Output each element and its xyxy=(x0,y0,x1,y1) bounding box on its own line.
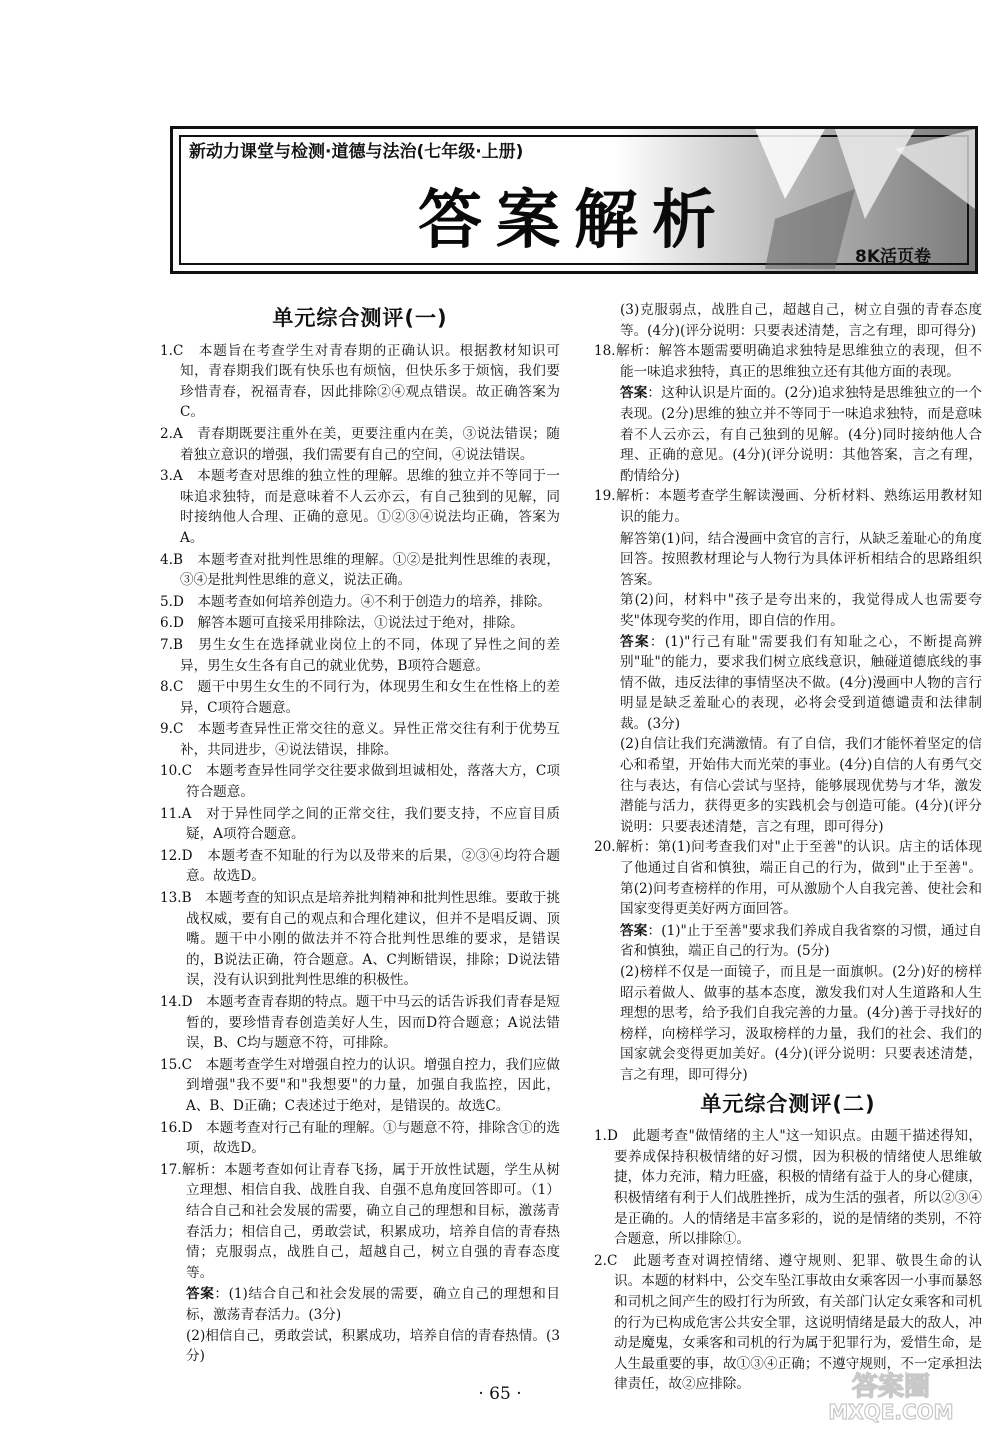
answer-17-part-1 xyxy=(160,1284,560,1325)
answer-item-13: 13.B 本题考查的知识点是培养批判精神和批判性思维。要敢于挑战权威，要有自己的观点和合理化建议，但并不是唱反调、顶嘴。题干中小刚的做法并不符合批判性思维的要求，是错误的，B说法正确，符合题意。A、C判断错误，排除；D说法错误，没有认识到批判性思维的积极性。 xyxy=(160,890,560,989)
svg-text:答案圈: 答案圈 xyxy=(851,1372,931,1402)
answer-19-analysis-2: 第(2)问，材料中"孩子是夸出来的，我觉得成人也需要夸奖"体现夸奖的作用，即自信的作用。 xyxy=(620,592,982,629)
answer-text: ：(1)结合自己和社会发展的需要，确立自己的理想和目标，激荡青春活力。(3分) xyxy=(186,1286,561,1323)
answer-item-18: 18.解析：解答本题需要明确追求独特是思维独立的表现，但不能一味追求独特，真正的思维独立还有其他方面的表现。 xyxy=(594,343,982,380)
answer-item-8: 8.C 题干中男生女生的不同行为，体现男生和女生在性格上的差异，C项符合题意。 xyxy=(160,679,560,716)
right-column xyxy=(594,300,982,1396)
answer-item-20: 20.解析：第(1)问考查我们对"止于至善"的认识。店主的话体现了他通过自省和慎独，端正自己的行为，做到"止于至善"。第(2)问考查榜样的作用，可从激励个人自我完善、使社会和国家变得更美好两方面回答。 xyxy=(594,839,982,918)
answer-19-analysis-1: 解答第(1)问，结合漫画中贪官的言行，从缺乏羞耻心的角度回答。按照教材理论与人物行为具体评析相结合的思路组织答案。 xyxy=(620,530,982,588)
answer-item-7: 7.B 男生女生在选择就业岗位上的不同，体现了异性之间的差异，男生女生各有自己的就业优势，B项符合题意。 xyxy=(160,636,560,674)
page-number: · 65 · xyxy=(478,1384,522,1404)
answer-item-14: 14.D 本题考查青春期的特点。题干中马云的话告诉我们青春是短暂的，要珍惜青春创造美好人生，因而D符合题意；A说法错误，B、C均与题意不符，可排除。 xyxy=(160,994,560,1052)
answer-item-4: 4.B 本题考查对批判性思维的理解。①②是批判性思维的表现，③④是批判性思维的意义，说法正确。 xyxy=(160,551,560,589)
answer-item-9: 9.C 本题考查异性正常交往的意义。异性正常交往有利于优势互补，共同进步，④说法错误，排除。 xyxy=(160,721,560,758)
unit2-answer-item-2: 2.C 此题考查对调控情绪、遵守规则、犯罪、敬畏生命的认识。本题的材料中，公交车坠江事故由女乘客因一小事而暴怒和司机之间产生的殴打行为所致，有关部门认定女乘客和司机的行为已构成危害公共安全罪，这说明情绪是最大的敌人，冲动是魔鬼，女乘客和司机的行为属于犯罪行为，爱惜生命，是人生最重要的事，故①③④正确；不遵守规则，不一定承担法律责任，故②应排除。 xyxy=(594,1252,982,1393)
answer-item-15: 15.C 本题考查学生对增强自控力的认识。增强自控力，我们应做到增强"我不要"和"我想要"的力量，加强自我监控，因此，A、B、D正确；C表述过于绝对，是错误的。故选C。 xyxy=(160,1056,560,1114)
page-title: 答案解析 xyxy=(418,184,730,258)
answer-label: 答案 xyxy=(620,385,648,402)
watermark-logo xyxy=(796,1365,986,1425)
answer-item-16: 16.D 本题考查对行己有耻的理解。①与题意不符，排除含①的选项，故选D。 xyxy=(160,1119,560,1157)
answer-20-answer-1 xyxy=(594,921,982,962)
answer-label: 答案 xyxy=(186,1286,215,1303)
answer-item-19: 19.解析：本题考查学生解读漫画、分析材料、熟练运用教材知识的能力。 xyxy=(594,488,982,525)
answer-item-3: 3.A 本题考查对思维的独立性的理解。思维的独立并不等同于一味追求独特，而是意味着不人云亦云，有自己独到的见解，同时接纳他人合理、正确的意见。①②③④说法均正确，答案为A。 xyxy=(160,468,560,546)
answer-text: ：(1)"行己有耻"需要我们有知耻之心，不断提高辨别"耻"的能力，要求我们树立底线意识，触碰道德底线的事情不做，违反法律的事情坚决不做。(4分)漫画中人物的言行明显是缺乏羞耻心的表现，必将会受到道德谴责和法律制裁。(3分) xyxy=(620,633,983,732)
answer-item-2: 2.A 青春期既要注重外在美，更要注重内在美，③说法错误；随着独立意识的增强，我们需要有自己的空间，④说法错误。 xyxy=(160,425,560,463)
answer-19-answer-1 xyxy=(594,632,982,735)
series-title: 新动力课堂与检测·道德与法治(七年级·上册) xyxy=(189,142,524,162)
svg-text:MXQE.COM: MXQE.COM xyxy=(828,1400,954,1424)
section-title-unit-1: 单元综合测评(一) xyxy=(272,306,448,330)
answer-text: ：这种认识是片面的。(2分)追求独特是思维独立的一个表现。(2分)思维的独立并不等同于一味追求独特，而是意味着不人云亦云，有自己独到的见解。(4分)同时接纳他人合理、正确的意见。(4分)(评分说明：其他答案，言之有理，酌情给分) xyxy=(620,385,983,484)
answer-item-12: 12.D 本题考查不知耻的行为以及带来的后果，②③④均符合题意。故选D。 xyxy=(160,847,560,885)
answer-item-10: 10.C 本题考查异性同学交往要求做到坦诚相处，落落大方，C项符合题意。 xyxy=(160,763,560,801)
answer-item-1: 1.C 本题旨在考查学生对青春期的正确认识。根据教材知识可知，青春期我们既有快乐也有烦恼，但快乐多于烦恼，我们要珍惜青春，祝福青春，因此排除②④观点错误。故正确答案为C。 xyxy=(160,342,560,421)
answer-label: 答案 xyxy=(620,633,650,650)
left-column xyxy=(160,300,560,1367)
answer-item-6: 6.D 解答本题可直接采用排除法，①说法过于绝对，排除。 xyxy=(160,615,524,632)
answer-item-5: 5.D 本题考查如何培养创造力。④不利于创造力的培养，排除。 xyxy=(160,593,551,610)
answer-20-answer-2: (2)榜样不仅是一面镜子，而且是一面旗帜。(2分)好的榜样昭示着做人、做事的基本态度，激发我们对人生道路和人生理想的思考，给予我们自我完善的力量。(4分)善于寻找好的榜样，向榜样学习，汲取榜样的力量，我们的社会、我们的国家就会变得更加美好。(4分)(评分说明：只要表述清楚，言之有理，即可得分) xyxy=(620,964,982,1083)
paper-format-badge: 8K活页卷 xyxy=(854,247,931,267)
answer-19-answer-2: (2)自信让我们充满激情。有了自信，我们才能怀着坚定的信心和希望，开始伟大而光荣的事业。(4分)自信的人有勇气交往与表达，有信心尝试与坚持，能够展现优势与才华，激发潜能与活力，获得更多的实践机会与创造可能。(4分)(评分说明：只要表述清楚，言之有理，即可得分) xyxy=(620,736,982,835)
answer-item-11: 11.A 对于异性同学之间的正常交往，我们要支持，不应盲目质疑，A项符合题意。 xyxy=(160,805,560,843)
header-banner xyxy=(170,126,978,274)
unit2-answer-item-1: 1.D 此题考查"做情绪的主人"这一知识点。由题干描述得知，要养成保持积极情绪的好习惯，因为积极的情绪使人思维敏捷，体力充沛，精力旺盛，积极的情绪有益于人的身心健康，积极情绪有利于人们战胜挫折，成为生活的强者，所以②③④是正确的。人的情绪是丰富多彩的，说的是情绪的类别，不符合题意，所以排除①。 xyxy=(594,1128,982,1248)
answer-18-answer xyxy=(594,383,982,486)
answer-text: ：(1)"止于至善"要求我们养成自我省察的习惯，通过自省和慎独，端正自己的行为。(5分) xyxy=(620,922,983,960)
answer-label: 答案 xyxy=(620,922,648,939)
answer-17-part-3: (3)克服弱点，战胜自己，超越自己，树立自强的青春态度等。(4分)(评分说明：只要表述清楚，言之有理，即可得分) xyxy=(620,302,982,339)
answer-17-part-2: (2)相信自己，勇敢尝试，积累成功，培养自信的青春热情。(3分) xyxy=(186,1327,560,1365)
section-title-unit-2: 单元综合测评(二) xyxy=(700,1091,876,1116)
answer-item-17: 17.解析：本题考查如何让青春飞扬，属于开放性试题，学生从树立理想、相信自我、战胜自我、自强不息角度回答即可。（1）结合自己和社会发展的需要，确立自己的理想和目标，激荡青春活力；相信自己，勇敢尝试，积累成功，培养自信的青春热情；克服弱点，战胜自己，超越自己，树立自强的青春态度等。 xyxy=(160,1161,560,1281)
